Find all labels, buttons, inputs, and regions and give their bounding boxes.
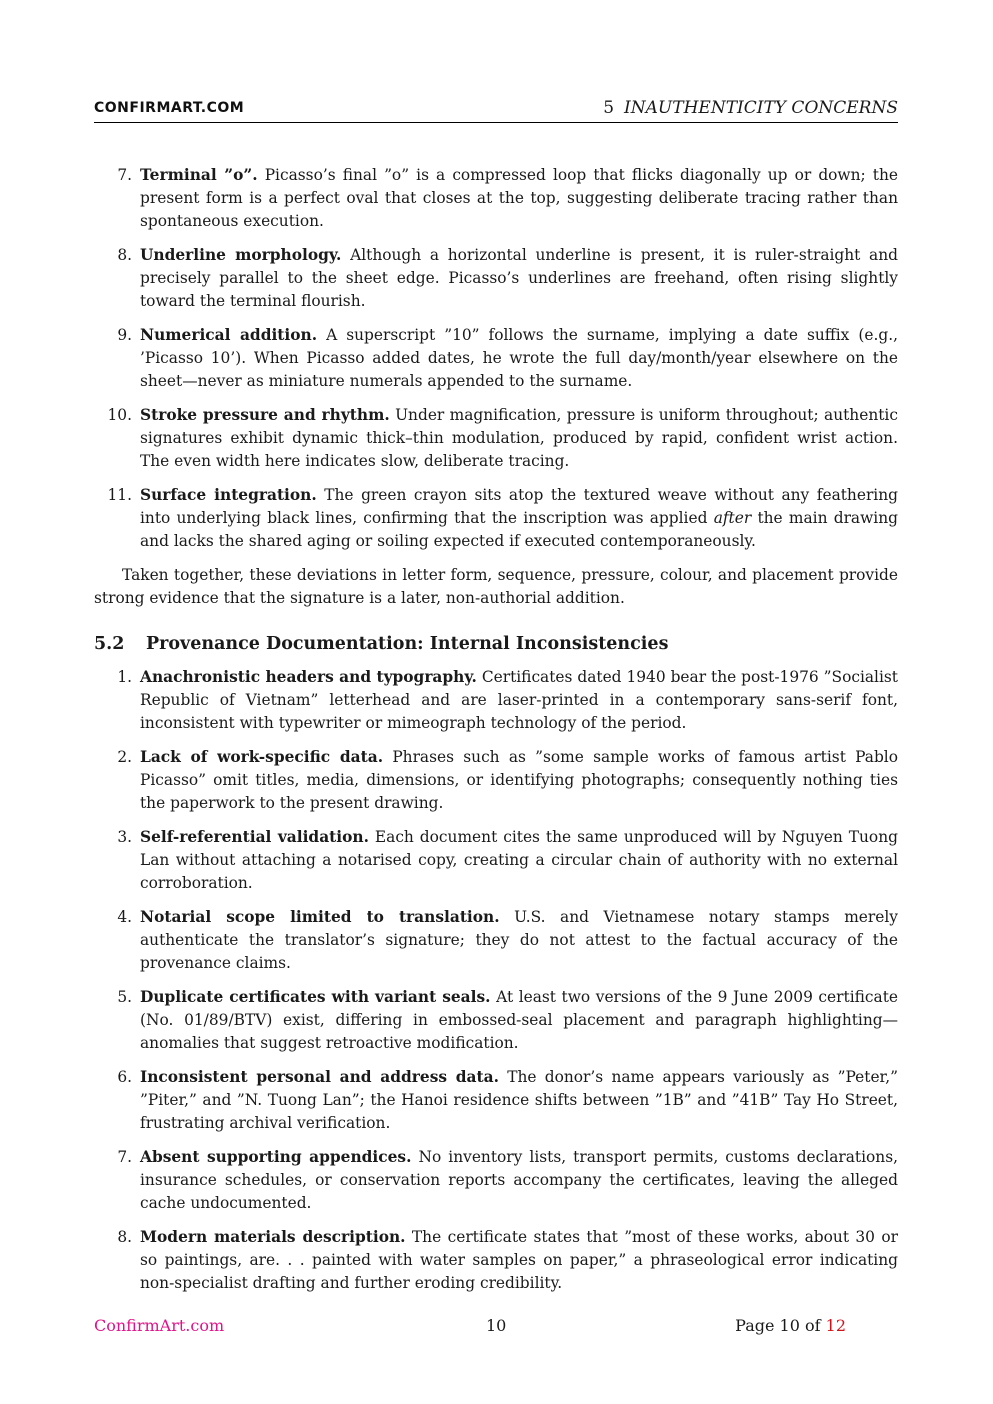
list-item	[94, 906, 898, 975]
item-term: Numerical addition.	[140, 326, 318, 344]
item-emphasis: after	[713, 509, 752, 527]
signature-deviation-list	[94, 164, 898, 473]
page-content	[94, 164, 898, 1306]
section-title: Provenance Documentation: Internal Inconsistencies	[146, 634, 669, 654]
item-text: No inventory lists, transport permits, customs declarations, insurance schedules, or conservation reports accompany the certificates, leaving the alleged cache undocumented.	[140, 1148, 898, 1212]
item-term: Modern materials description.	[140, 1228, 406, 1246]
list-item	[94, 1066, 898, 1135]
item-term: Lack of work-specific data.	[140, 748, 384, 766]
item-number: 5.	[117, 988, 132, 1006]
item-number: 3.	[117, 828, 132, 846]
summary-paragraph: Taken together, these deviations in letter form, sequence, pressure, colour, and placement provide strong evidence that the signature is a later, non-authorial addition.	[94, 566, 898, 607]
item-number: 2.	[117, 748, 132, 766]
item-text: Under magnification, pressure is uniform throughout; authentic signatures exhibit dynamic thick–thin modulation, produced by rapid, confident wrist action. The even width here indicates slow, deliberate tracing.	[140, 406, 898, 470]
list-item	[94, 164, 898, 233]
item-term: Underline morphology.	[140, 246, 342, 264]
item-text: The certificate states that ”most of these works, about 30 or so paintings, are. . . painted with water samples on paper,” a phraseological error indicating non-specialist drafting and further eroding credibility.	[140, 1228, 898, 1292]
list-item	[94, 484, 898, 553]
item-term: Anachronistic headers and typography.	[140, 668, 477, 686]
item-number: 10.	[107, 406, 132, 424]
footer-page-number: 10	[486, 1316, 507, 1335]
item-number: 8.	[117, 246, 132, 264]
item-number: 1.	[117, 668, 132, 686]
page-count-prefix: Page 10 of	[735, 1316, 821, 1335]
item-text: The donor’s name appears variously as ”Peter,” ”Piter,” and ”N. Tuong Lan”; the Hanoi residence shifts between ”1B” and ”41B” Tay Ho Street, frustrating archival verification.	[140, 1068, 898, 1132]
item-term: Self-referential validation.	[140, 828, 369, 846]
site-logo[interactable]: CONFIRMART.COM	[94, 100, 245, 116]
running-section-number: 5	[603, 98, 615, 118]
item-number: 7.	[117, 166, 132, 184]
section-number: 5.2	[94, 634, 125, 654]
page-header	[94, 98, 898, 123]
item-number: 9.	[117, 326, 132, 344]
item-number: 11.	[107, 486, 132, 504]
provenance-issue-list	[94, 666, 898, 1295]
item-term: Inconsistent personal and address data.	[140, 1068, 499, 1086]
item-text: Phrases such as ”some sample works of famous artist Pablo Picasso” omit titles, media, dimensions, or identifying photographs; consequently nothing ties the paperwork to the present drawing.	[140, 748, 898, 812]
item-term: Absent supporting appendices.	[140, 1148, 412, 1166]
running-section-text: INAUTHENTICITY CONCERNS	[624, 98, 898, 118]
item-term: Surface integration.	[140, 486, 317, 504]
list-item	[94, 986, 898, 1055]
section-heading	[94, 632, 898, 656]
item-number: 8.	[117, 1228, 132, 1246]
signature-deviation-list-cont	[94, 484, 898, 553]
item-text: Each document cites the same unproduced will by Nguyen Tuong Lan without attaching a notarised copy, creating a circular chain of authority with no external corroboration.	[140, 828, 898, 892]
list-item	[94, 324, 898, 393]
item-number: 7.	[117, 1148, 132, 1166]
list-item	[94, 666, 898, 735]
running-section-title	[603, 98, 898, 118]
total-pages-link[interactable]: 12	[825, 1316, 846, 1335]
item-text: Although a horizontal underline is present, it is ruler-straight and precisely parallel to the sheet edge. Picasso’s underlines are freehand, often rising slightly toward the terminal flourish.	[140, 246, 898, 310]
item-number: 4.	[117, 908, 132, 926]
list-item	[94, 746, 898, 815]
item-term: Stroke pressure and rhythm.	[140, 406, 390, 424]
item-text-after: the main drawing and lacks the shared aging or soiling expected if executed contemporaneously.	[140, 509, 898, 550]
document-page	[94, 0, 898, 1404]
list-item	[94, 1146, 898, 1215]
item-term: Notarial scope limited to translation.	[140, 908, 500, 926]
list-item	[94, 826, 898, 895]
item-text: The green crayon sits atop the textured weave without any feathering into underlying black lines, confirming that the inscription was applied	[140, 486, 898, 527]
list-item	[94, 1226, 898, 1295]
item-text: Certificates dated 1940 bear the post-1976 ”Socialist Republic of Vietnam” letterhead and are laser-printed in a contemporary sans-serif font, inconsistent with typewriter or mimeograph technology of the period.	[140, 668, 898, 732]
item-term: Terminal ”o”.	[140, 166, 258, 184]
list-item	[94, 404, 898, 473]
footer-page-count	[735, 1316, 846, 1335]
item-text: At least two versions of the 9 June 2009 certificate (No. 01/89/BTV) exist, differing in embossed-seal placement and paragraph highlighting—anomalies that suggest retroactive modification.	[140, 988, 898, 1052]
item-text: Picasso’s final ”o” is a compressed loop that flicks diagonally up or down; the present form is a perfect oval that closes at the top, suggesting deliberate tracing rather than spontaneous execution.	[140, 166, 898, 230]
item-text: A superscript ”10” follows the surname, implying a date suffix (e.g., ’Picasso 10’). When Picasso added dates, he wrote the full day/month/year elsewhere on the sheet—never as miniature numerals appended to the surname.	[140, 326, 898, 390]
list-item	[94, 244, 898, 313]
item-number: 6.	[117, 1068, 132, 1086]
footer-site-link[interactable]: ConfirmArt.com	[94, 1316, 225, 1335]
item-text: U.S. and Vietnamese notary stamps merely authenticate the translator’s signature; they do not attest to the factual accuracy of the provenance claims.	[140, 908, 898, 972]
item-term: Duplicate certificates with variant seals.	[140, 988, 491, 1006]
page-footer	[94, 1316, 898, 1340]
